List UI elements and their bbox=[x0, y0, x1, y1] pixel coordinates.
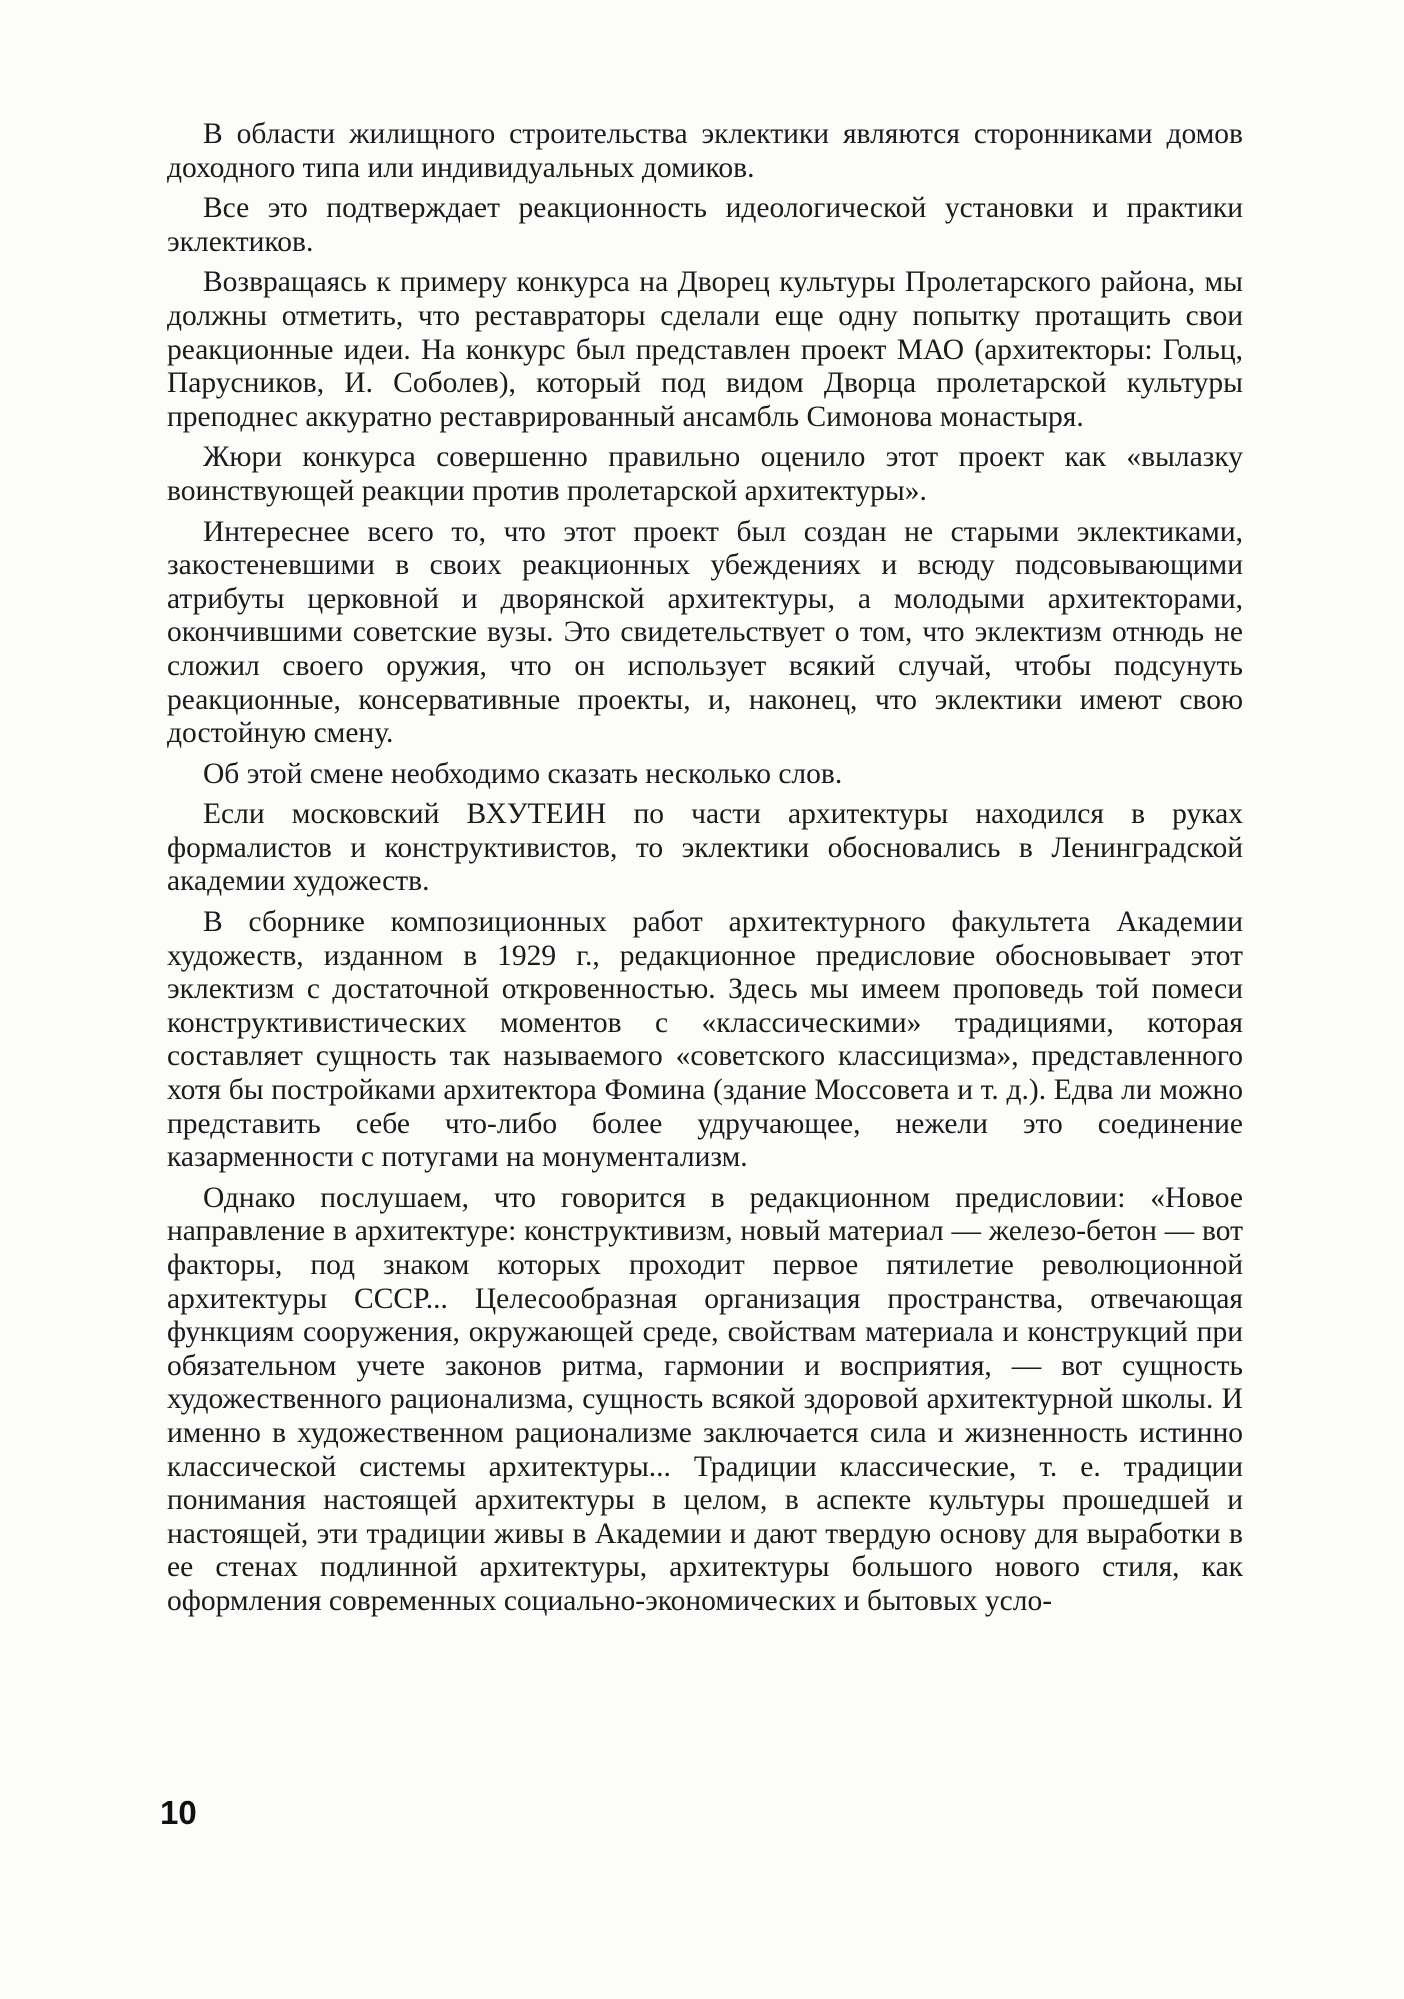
paragraph: Если московский ВХУТЕИН по части архитектуры находился в руках формалистов и конструктивистов, то эклектики обосновались в Ленинградской академии художеств. bbox=[167, 798, 1243, 898]
paragraph: Об этой смене необходимо сказать несколько слов. bbox=[203, 757, 843, 790]
paragraph: В области жилищного строительства эклектики являются сторонниками домов доходного типа или индивидуальных домиков. bbox=[167, 118, 1243, 184]
page-number: 10 bbox=[160, 1794, 197, 1831]
paragraph: Однако послушаем, что говорится в редакционном предисловии: «Новое направление в архитектуре: конструктивизм, новый материал — железо-бетон — вот факторы, под знаком которых проходит первое пятилетие революционной архитектуры СССР... Целесообразная организация пространства, отвечающая функциям сооружения, окружающей среде, свойствам материала и конструкций при обязательном учете законов ритма, гармонии и восприятия, — вот сущность художественного рационализма, сущность всякой здоровой архитектурной школы. И именно в художественном рационализме заключается сила и жизненность истинно классической системы архитектуры... Традиции классические, т. е. традиции понимания настоящей архитектуры в целом, в аспекте культуры прошедшей и настоящей, эти традиции живы в Академии и дают твердую основу для выработки в ее стенах подлинной архитектуры, архитектуры большого нового стиля, как оформления современных социально-экономических и бытовых усло- bbox=[167, 1181, 1243, 1617]
paragraph: Интереснее всего то, что этот проект был создан не старыми эклектиками, закостеневшими в своих реакционных убеждениях и всюду подсовывающими атрибуты церковной и дворянской архитектуры, а молодыми архитекторами, окончившими советские вузы. Это свидетельствует о том, что эклектизм отнюдь не сложил своего оружия, что он использует всякий случай, чтобы подсунуть реакционные, консервативные проекты, и, наконец, что эклектики имеют свою достойную смену. bbox=[167, 515, 1243, 750]
paragraph: Все это подтверждает реакционность идеологической установки и практики эклектиков. bbox=[167, 192, 1243, 258]
paragraph: Жюри конкурса совершенно правильно оценило этот проект как «вылазку воинствующей реакции против пролетарской архитектуры». bbox=[167, 441, 1243, 507]
paragraph: В сборнике композиционных работ архитектурного факультета Академии художеств, изданном в 1929 г., редакционное предисловие обосновывает этот эклектизм с достаточной откровенностью. Здесь мы имеем проповедь той помеси конструктивистических моментов с «классическими» традициями, которая составляет сущность так называемого «советского классицизма», представленного хотя бы постройками архитектора Фомина (здание Моссовета и т. д.). Едва ли можно представить себе что-либо более удручающее, нежели это соединение казарменности с потугами на монументализм. bbox=[167, 906, 1243, 1174]
body-text bbox=[167, 118, 1243, 1626]
paragraph: Возвращаясь к примеру конкурса на Дворец культуры Пролетарского района, мы должны отметить, что реставраторы сделали еще одну попытку протащить свои реакционные идеи. На конкурс был представлен проект МАО (архитекторы: Гольц, Парусников, И. Соболев), который под видом Дворца пролетарской культуры преподнес аккуратно реставрированный ансамбль Симонова монастыря. bbox=[167, 266, 1243, 433]
